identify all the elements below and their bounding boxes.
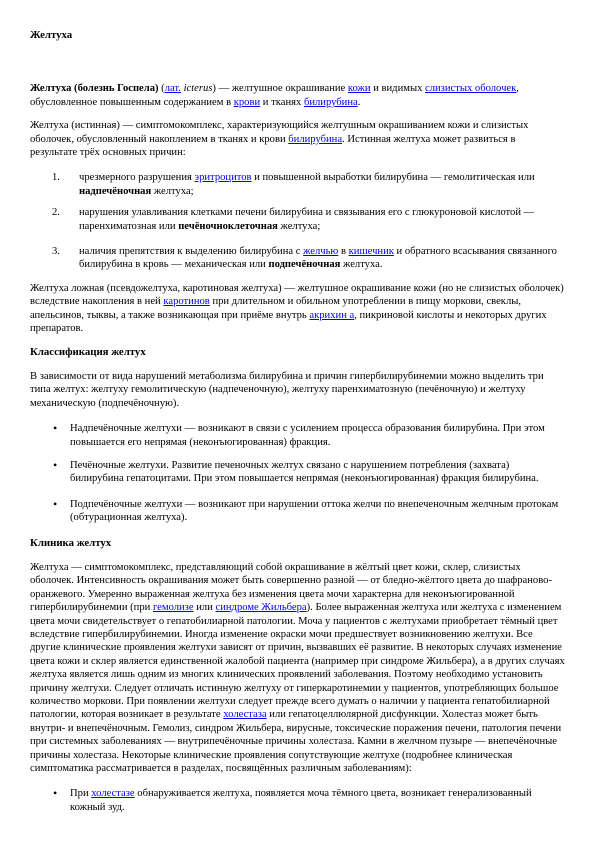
definition-paragraph: Желтуха (болезнь Госпела) (лат. icterus) — желтушное окрашивание кожи и видимых слизистых оболочек, обусловленное повышенным содержанием в крови и тканях билирубина.	[30, 83, 519, 108]
bilirubin-link-2[interactable]: билирубина	[288, 133, 343, 145]
bile-link[interactable]: желчью	[303, 246, 339, 258]
true-jaundice-paragraph: Желтуха (истинная) — симптомокомплекс, характеризующийся желтушным окрашиванием кожи и слизистых оболочек, обусловленный накоплением в тканях и крови билирубина. Истинная желтуха может развиться в результате трёх основных причин:	[30, 120, 529, 159]
list-item: • Подпечёночные желтухи — возникают при нарушении оттока желчи по внепеченочным желчным протокам (обтурационная желтуха).	[70, 498, 565, 525]
page-title: Желтуха	[30, 29, 73, 41]
classification-heading: Классификация желтух	[30, 345, 146, 358]
clinic-list	[30, 787, 565, 814]
classification-list	[30, 422, 565, 524]
acrichin-link[interactable]: акрихин а	[309, 309, 355, 321]
gilbert-syndrome-link[interactable]: синдроме Жильбера	[215, 602, 307, 614]
carotene-link[interactable]: каротинов	[163, 296, 210, 308]
intestine-link[interactable]: кишечник	[348, 246, 394, 258]
latin-link[interactable]: лат.	[164, 83, 181, 95]
list-item: • Печёночные желтухи. Развитие печеночных желтух связано с нарушением потребления (захвата) билирубина гепатоцитами. При этом повышается непрямая (неконъюгированная) фракция билирубина.	[70, 459, 565, 486]
hemolysis-link[interactable]: гемолизе	[152, 602, 194, 614]
skin-link[interactable]: кожи	[347, 83, 371, 95]
clinic-paragraph: Желтуха — симптомокомплекс, представляющий собой окрашивание в жёлтый цвет кожи, склер, слизистых оболочек. Интенсивность окрашивания может быть совершенно разной — от бледно-жёлтого цвета до шафраново-оранжевого. Умеренно выраженная желтуха без изменения цвета мочи характерна для неконъюгированной гипербилирубинемии (при гемолизе или синдроме Жильбера). Более выраженная желтуха или желтуха с изменением цвета мочи свидетельствует о гепатобилиарной патологии. Моча у пациентов с желтухами приобретает тёмный цвет вследствие гипербилирубинемии. Иногда изменение окраски мочи предшествует возникновению желтухи. Все другие клинические проявления желтухи зависят от причин, вызвавших её развитие. В некоторых случаях изменение цвета кожи и склер является единственной жалобой пациента (например при синдроме Жильбера), а в других случаях желтуха является лишь одним из многих клинических проявлений заболевания. Поэтому необходимо установить причину желтухи. Следует отличать истинную желтуху от гиперкаротинемии у пациентов, употребляющих большое количество моркови. При появлении желтухи следует прежде всего думать о наличии у пациента гепатобилиарной патологии, которая возникает в результате холестаза или гепатоцеллюлярной дисфункции. Холестаз может быть внутри- и внепечёночным. Гемолиз, синдром Жильбера, вирусные, токсические поражения печени, патология печени при системных заболеваниях — внутрипечёночные причины холестаза. Камни в желчном пузыре — внепечёночные причины холестаза. Некоторые клинические проявления сопутствующие желтухе (подробнее клиническая симптоматика рассматривается в разделах, посвящённых различным заболеваниям):	[30, 561, 565, 775]
mucosa-link[interactable]: слизистых оболочек	[425, 83, 517, 95]
erythrocytes-link[interactable]: эритроцитов	[194, 172, 252, 184]
classification-intro: В зависимости от вида нарушений метаболизма билирубина и причин гипербилирубинемии можно выделить три типа желтух: желтуху гемолитическую (надпеченочную), желтуху паренхиматозную (печёночную) и желтуху механическую (подпечёночную).	[30, 370, 544, 409]
list-item: 1. чрезмерного разрушения эритроцитов и повышенной выработки билирубина — гемолитическая или надпечёночная желтуха;	[52, 172, 535, 197]
cholestasis-link[interactable]: холестаза	[223, 709, 267, 721]
definition-term: Желтуха (болезнь Госпела)	[30, 83, 159, 95]
blood-link[interactable]: крови	[233, 96, 261, 108]
false-jaundice-paragraph: Желтуха ложная (псевдожелтуха, каротиновая желтуха) — желтушное окрашивание кожи (но не слизистых оболочек) вследствие накопления в ней каротинов при длительном и обильном употреблении в пищу моркови, свеклы, апельсинов, тыквы, а также возникающая при приёме внутрь акрихин а, пикриновой кислоты и некоторых других препаратов.	[30, 282, 564, 335]
causes-list	[30, 171, 565, 271]
cholestasis-link-2[interactable]: холестазе	[91, 788, 135, 800]
list-item: • Надпечёночные желтухи — возникают в связи с усилением процесса образования билирубина. При этом повышается его непрямая (неконъюгированная) фракция.	[70, 422, 565, 449]
bilirubin-link[interactable]: билирубина	[303, 96, 358, 108]
clinic-heading: Клиника желтух	[30, 536, 112, 549]
list-item: 3. наличия препятствия к выделению билирубина с желчью в кишечник и обратного всасывания связанного билирубина в кровь — механическая или подпечёночная желтуха.	[52, 246, 557, 271]
list-item: 2. нарушения улавливания клетками печени билирубина и связывания его с глюкуроновой кислотой — паренхиматозная или печёночноклеточная желтуха;	[52, 207, 535, 232]
list-item: • При холестазе обнаруживается желтуха, появляется моча тёмного цвета, возникает генерализованный кожный зуд.	[70, 787, 565, 814]
